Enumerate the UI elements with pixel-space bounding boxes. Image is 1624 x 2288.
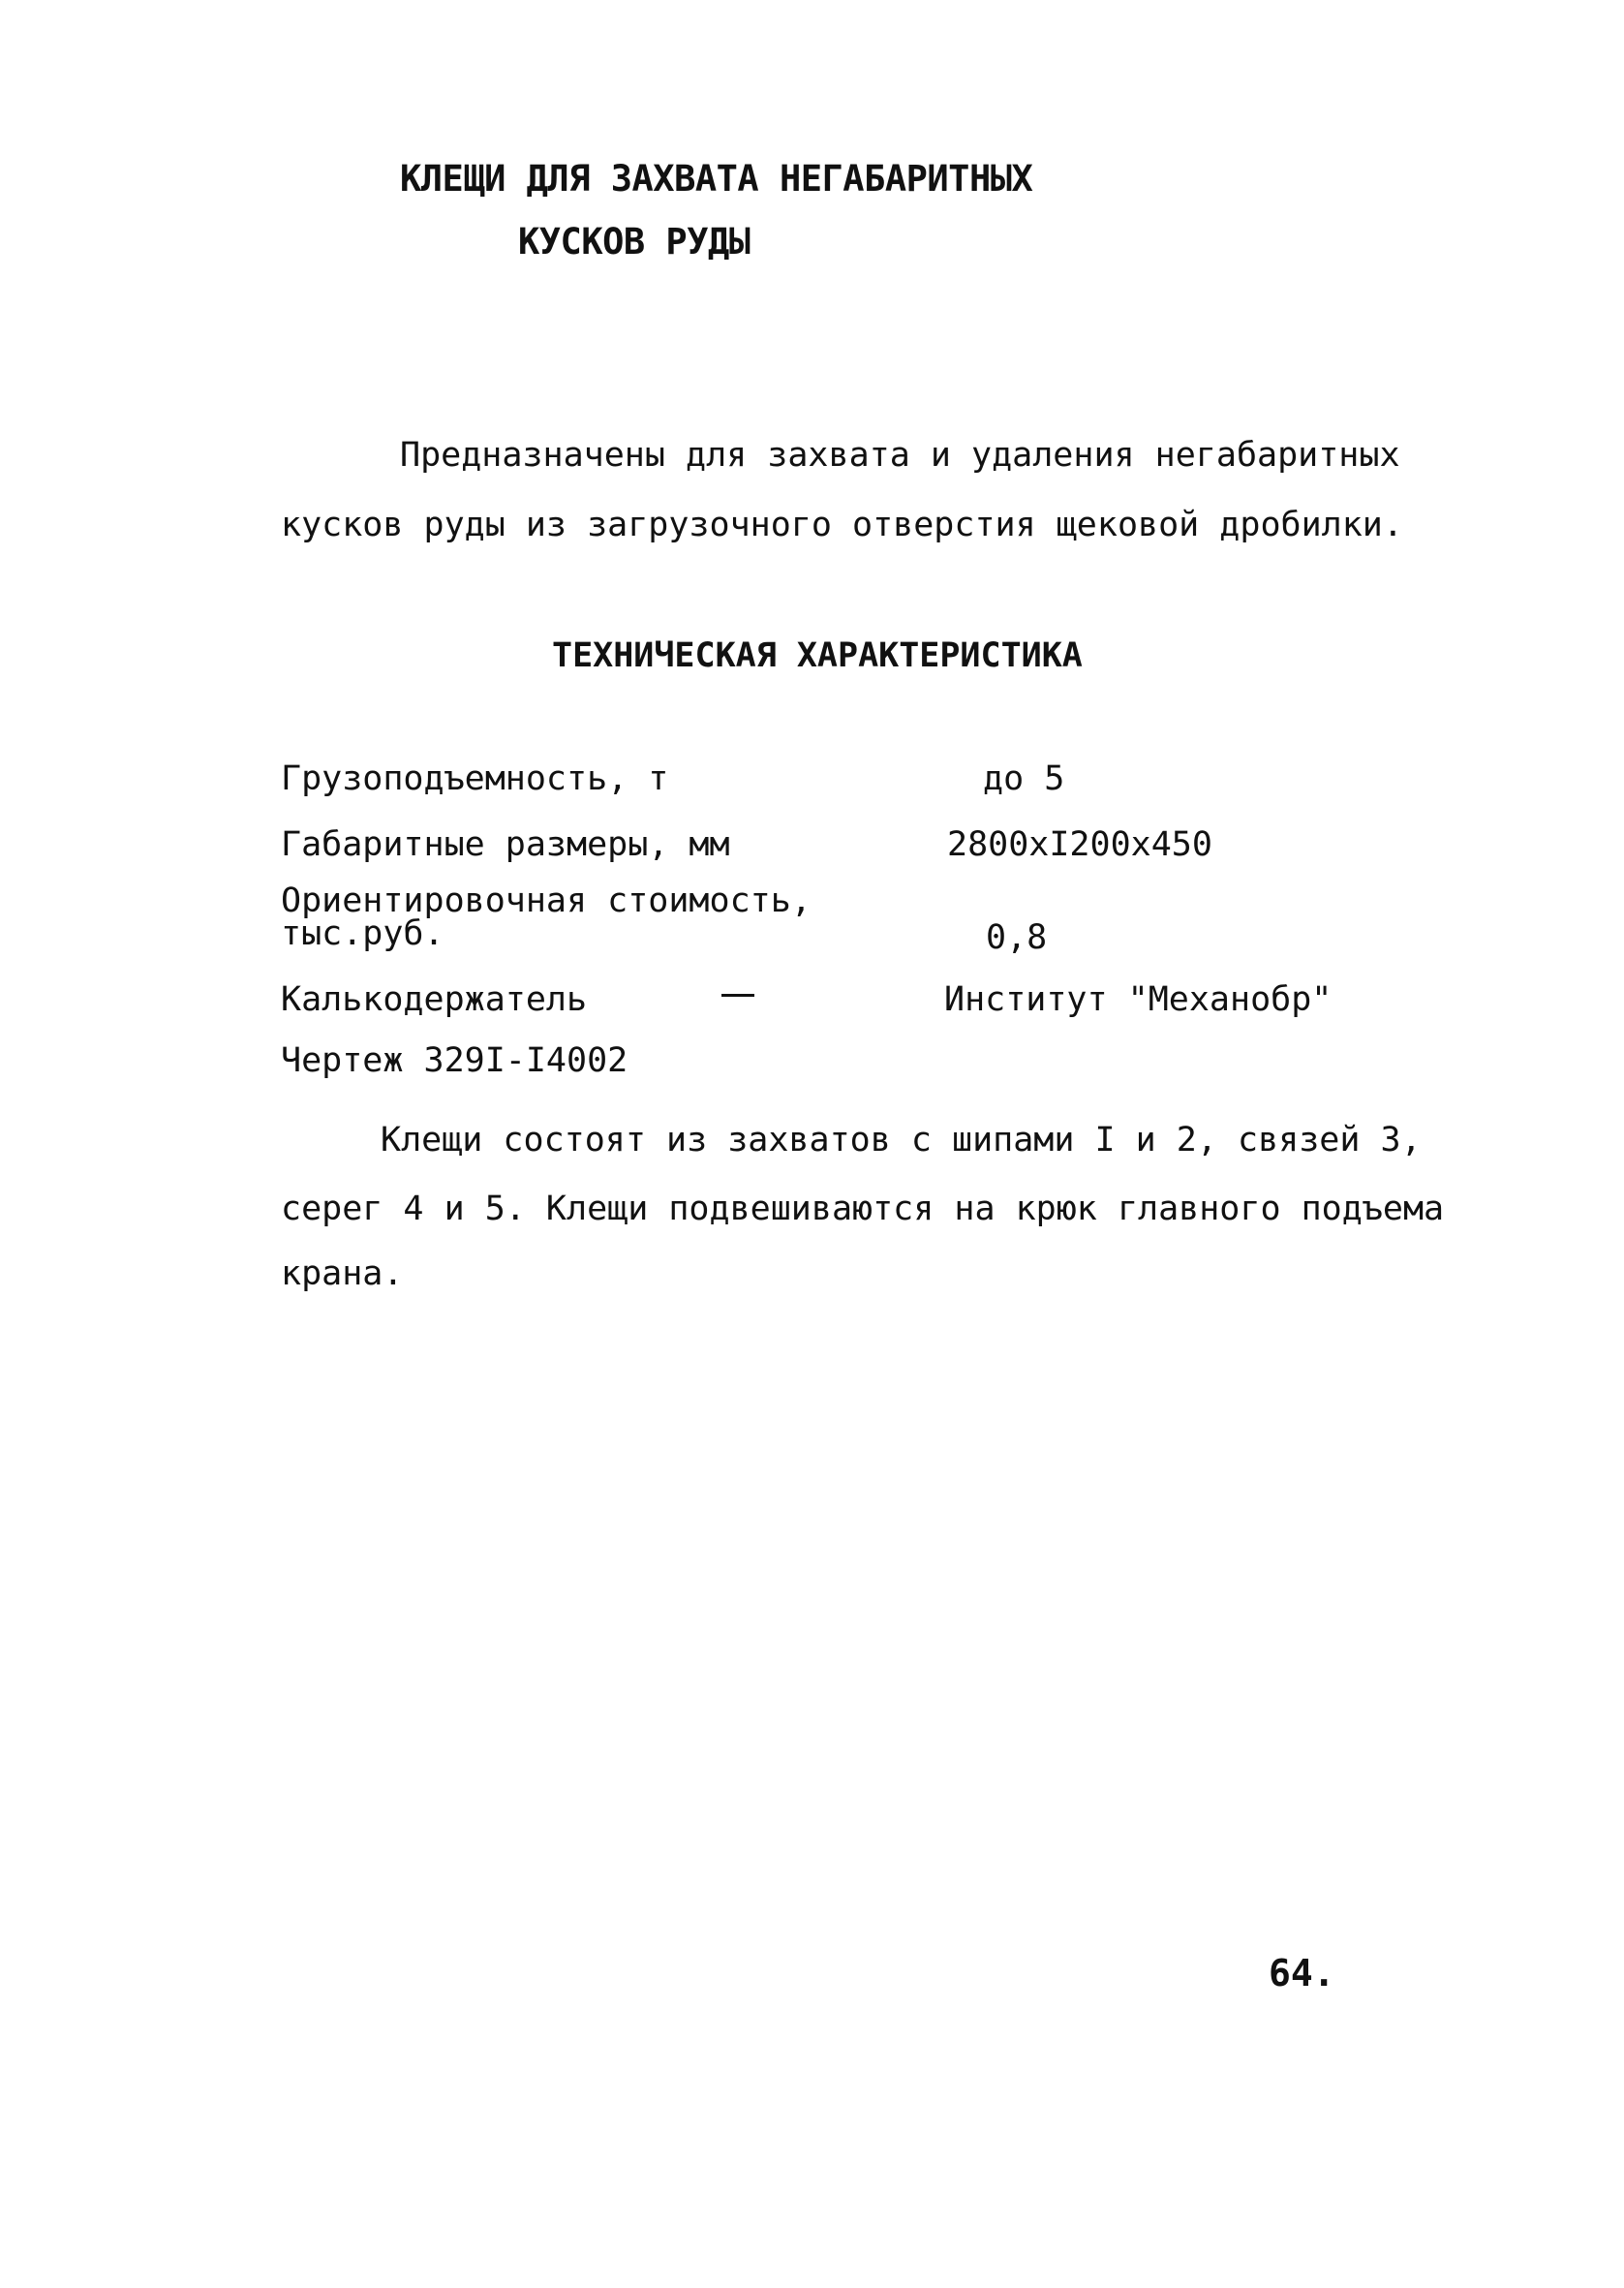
spec-dash-holder: [721, 994, 754, 997]
page-number: 64.: [1269, 1952, 1335, 1994]
spec-label-cost-line-2: тыс.руб.: [281, 914, 444, 953]
spec-label-drawing: Чертеж 329I-I4002: [281, 1041, 628, 1080]
spec-label-load-capacity: Грузоподъемность, т: [281, 759, 669, 798]
document-title-line-2: КУСКОВ РУДЫ: [518, 221, 751, 263]
spec-value-dimensions: 2800хI200х450: [947, 825, 1212, 864]
spec-label-holder: Калькодержатель: [281, 980, 588, 1019]
spec-heading: ТЕХНИЧЕСКАЯ ХАРАКТЕРИСТИКА: [552, 636, 1083, 675]
purpose-text-line-1: Предназначены для захвата и удаления негабаритных: [400, 436, 1400, 475]
description-text-line-3: крана.: [281, 1254, 404, 1293]
spec-value-load-capacity: до 5: [983, 759, 1065, 798]
spec-label-dimensions: Габаритные размеры, мм: [281, 825, 730, 864]
spec-value-cost: 0,8: [986, 918, 1048, 957]
description-text-line-1: Клещи состоят из захватов с шипами I и 2, связей 3,: [381, 1121, 1422, 1159]
spec-value-holder: Институт "Механобр": [944, 980, 1333, 1019]
description-text-line-2: серег 4 и 5. Клещи подвешиваются на крюк главного подъема: [281, 1190, 1445, 1228]
document-title-line-1: КЛЕЩИ ДЛЯ ЗАХВАТА НЕГАБАРИТНЫХ: [400, 158, 1033, 200]
spec-label-cost-line-1: Ориентировочная стоимость,: [281, 881, 812, 920]
purpose-text-line-2: кусков руды из загрузочного отверстия щековой дробилки.: [281, 506, 1403, 544]
